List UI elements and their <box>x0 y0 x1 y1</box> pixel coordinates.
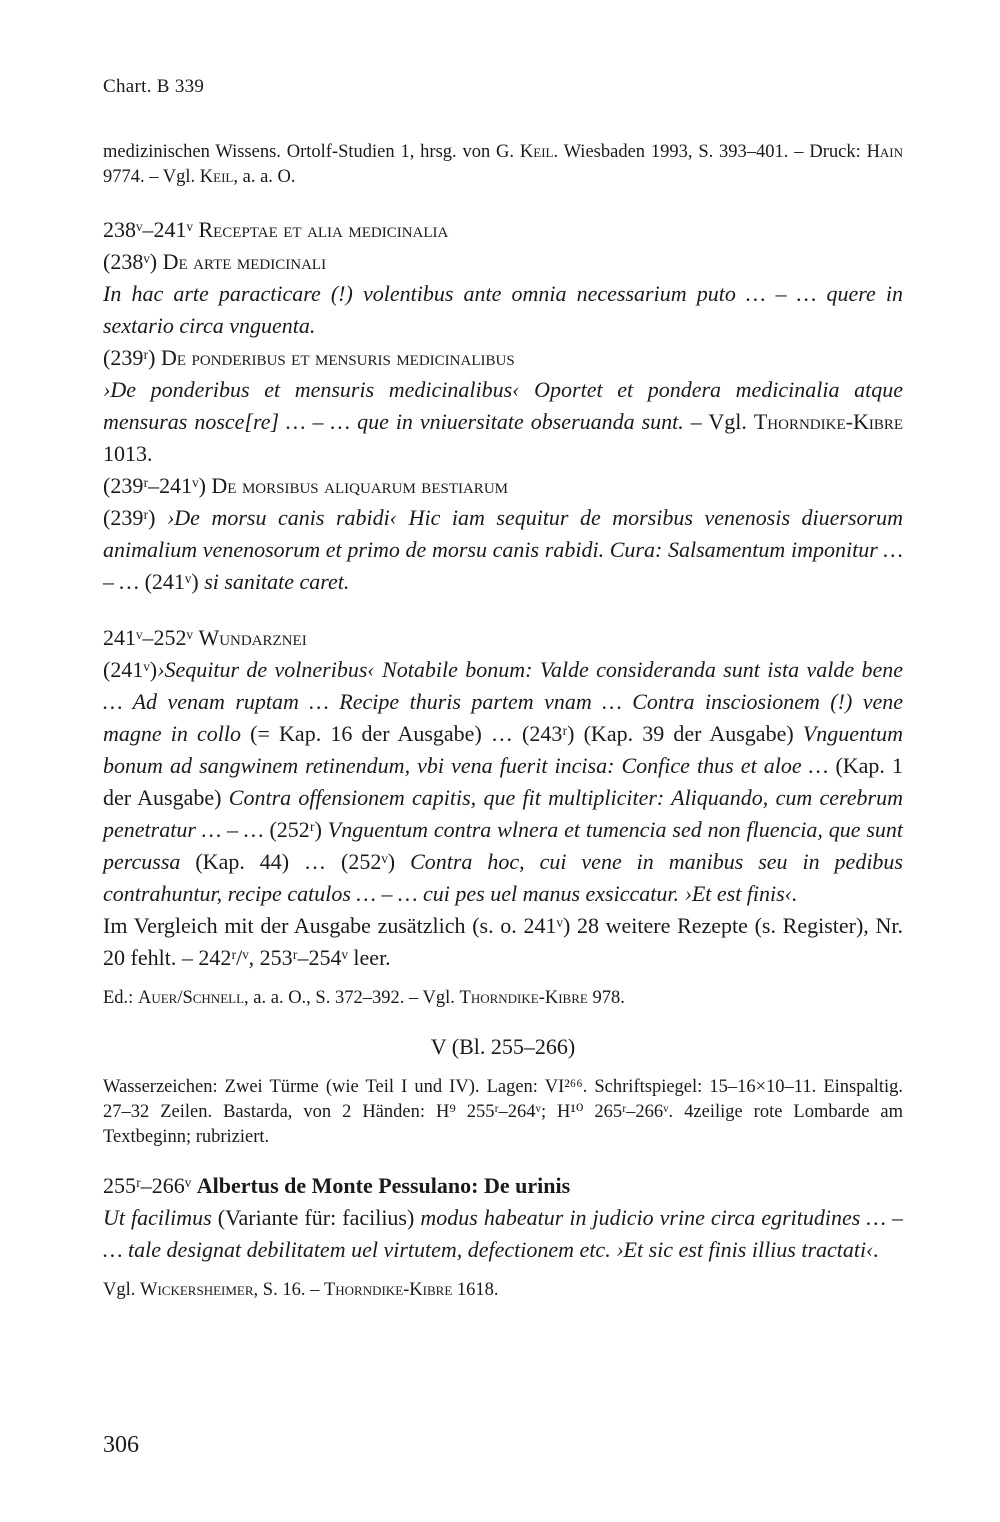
main-text <box>103 140 903 1303</box>
section-de-urinis <box>103 1170 903 1303</box>
subsection-heading: (239ʳ–241ᵛ) De morsibus aliquarum bestiarum <box>103 473 508 498</box>
page <box>103 0 903 1522</box>
section-heading: 255ʳ–266ᵛ Albertus de Monte Pessulano: De urinis <box>103 1173 571 1198</box>
running-header: Chart. B 339 <box>103 76 205 97</box>
incipit-text: In hac arte paracticare (!) volentibus ante omnia necessarium puto … – … quere in sextario circa vnguenta. <box>103 281 903 338</box>
section-receptae <box>103 214 903 598</box>
intro-reference: medizinischen Wissens. Ortolf-Studien 1, hrsg. von G. Keil. Wiesbaden 1993, S. 393–401. – Druck: Hain 9774. – Vgl. Keil, a. a. O. <box>103 142 904 187</box>
incipit-text: ›De ponderibus et mensuris medicinalibus‹ Oportet et pondera medicinalia atque mensuras nosce[re] … – … que in vniuersitate obseruanda sunt. – Vgl. Thorndike-Kibre 1013. <box>103 377 904 466</box>
section-wundarznei <box>103 622 903 1011</box>
comparison-note: Im Vergleich mit der Ausgabe zusätzlich (s. o. 241ᵛ) 28 weitere Rezepte (s. Register), Nr. 20 fehlt. – 242ʳ/ᵛ, 253ʳ–254ᵛ leer. <box>103 913 903 970</box>
incipit-text: Ut facilimus (Variante für: facilius) modus habeatur in judicio vrine circa egritudines … – … tale designat debilitatem uel virtutem, defectionem etc. ›Et sic est finis illius tractati‹. <box>103 1205 903 1262</box>
incipit-text: (239ʳ) ›De morsu canis rabidi‹ Hic iam sequitur de morsibus venenosis diuersorum animalium venenosorum et primo de morsu canis rabidi. Cura: Salsamentum imponitur … – … (241ᵛ) si sanitate caret. <box>103 505 903 594</box>
incipit-text: (241ᵛ)›Sequitur de volneribus‹ Notabile bonum: Valde consideranda sunt ista valde bene … Ad venam ruptam … Recipe thuris partem vnam … Contra insciosionem (!) vene magne in collo (= Kap. 16 der Ausgabe) … (243ʳ) (Kap. 39 der Ausgabe) Vnguentum bonum ad sangwinem retinendum, vbi vena fuerit incisa: Confice thus et aloe … (Kap. 1 der Ausgabe) Contra offensionem capitis, que fit multipliciter: Aliquando, cum cerebrum penetratur … – … (252ʳ) Vnguentum contra wlnera et tumencia sed non fluencia, que sunt percussa (Kap. 44) … (252ᵛ) Contra hoc, cui vene in manibus seu in pedibus contrahuntur, recipe catulos … – … cui pes uel manus exsiccatur. ›Et est finis‹. <box>103 657 904 906</box>
subsection-heading: (239ʳ) De ponderibus et mensuris medicinalibus <box>103 345 515 370</box>
part-heading: V (Bl. 255–266) <box>430 1034 576 1059</box>
section-heading: 241ᵛ–252ᵛ Wundarznei <box>103 625 307 650</box>
section-heading: 238ᵛ–241ᵛ Receptae et alia medicinalia <box>103 217 449 242</box>
subsection-heading: (238ᵛ) De arte medicinali <box>103 249 327 274</box>
literature-reference: Vgl. Wickersheimer, S. 16. – Thorndike-Kibre 1618. <box>103 1280 499 1300</box>
page-number: 306 <box>103 1432 139 1458</box>
edition-reference: Ed.: Auer/Schnell, a. a. O., S. 372–392. – Vgl. Thorndike-Kibre 978. <box>103 988 625 1008</box>
part-description: Wasserzeichen: Zwei Türme (wie Teil I und IV). Lagen: VI²⁶⁶. Schriftspiegel: 15–16×10–11. Einspaltig. 27–32 Zeilen. Bastarda, von 2 Händen: H⁹ 255ʳ–264ᵛ; H¹⁰ 265ʳ–266ᵛ. 4zeilige rote Lombarde am Textbeginn; rubriziert. <box>103 1077 903 1147</box>
